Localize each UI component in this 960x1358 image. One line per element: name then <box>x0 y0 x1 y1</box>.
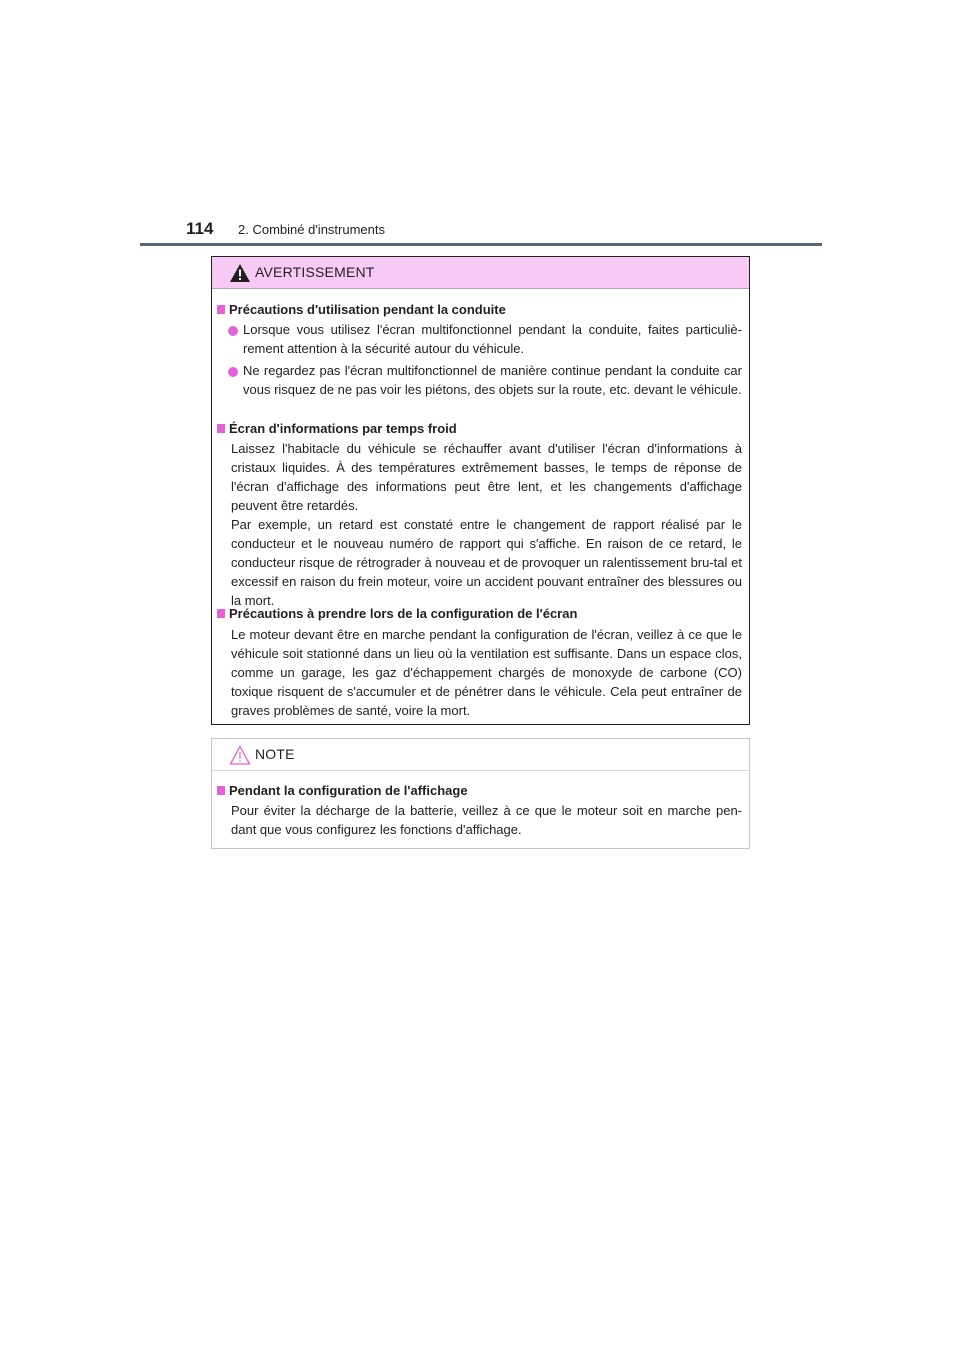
caution-triangle-outline-icon <box>229 745 251 765</box>
section-heading-text: Écran d'informations par temps froid <box>229 421 457 436</box>
paragraph: Laissez l'habitacle du véhicule se réchauffer avant d'utiliser l'écran d'informations à cristaux liquides. À des températures extrêmement basses, le temps de réponse de l'écran d'affichage des informations peut être lent, et les changements d'affichage peuvent être retardés. <box>231 441 742 513</box>
note-title: NOTE <box>255 746 295 762</box>
section-heading <box>217 783 468 798</box>
bullet-text: Lorsque vous utilisez l'écran multifonctionnel pendant la conduite, faites particuliè-rement attention à la sécurité autour du véhicule. <box>243 322 742 356</box>
section-heading <box>217 421 457 436</box>
square-bullet-icon <box>217 786 225 795</box>
paragraph: Pour éviter la décharge de la batterie, veillez à ce que le moteur soit en marche pen-dant que vous configurez les fonctions d'affichage. <box>231 803 742 837</box>
warning-box <box>211 256 750 725</box>
section-title: 2. Combiné d'instruments <box>238 222 385 237</box>
page-number: 114 <box>186 219 214 238</box>
section-heading-text: Pendant la configuration de l'affichage <box>229 783 468 798</box>
warning-triangle-icon <box>229 263 251 283</box>
note-box-header <box>212 739 749 771</box>
section-heading-text: Précautions d'utilisation pendant la conduite <box>229 302 506 317</box>
note-box <box>211 738 750 849</box>
paragraph: Par exemple, un retard est constaté entre le changement de rapport réalisé par le conducteur et le nouveau numéro de rapport qui s'affiche. En raison de ce retard, le conducteur risque de rétrograder à nouveau et de provoquer un ralentissement bru-tal et excessif en raison du frein moteur, voire un accident pouvant entraîner des blessures ou la mort. <box>231 517 742 608</box>
round-bullet-icon <box>228 326 238 336</box>
paragraph: Le moteur devant être en marche pendant la configuration de l'écran, veillez à ce que le véhicule soit stationné dans un lieu où la ventilation est suffisante. Dans un espace clos, comme un garage, les gaz d'échappement chargés de monoxyde de carbone (CO) toxique risquent de s'accumuler et de pénétrer dans le véhicule. Cela peut entraîner de graves problèmes de santé, voire la mort. <box>231 627 742 718</box>
section-heading <box>217 606 577 621</box>
square-bullet-icon <box>217 609 225 618</box>
round-bullet-icon <box>228 367 238 377</box>
section-heading <box>217 302 506 317</box>
square-bullet-icon <box>217 305 225 314</box>
header-rule <box>140 243 822 246</box>
section-heading-text: Précautions à prendre lors de la configuration de l'écran <box>229 606 578 621</box>
bullet-text: Ne regardez pas l'écran multifonctionnel de manière continue pendant la conduite car vous risquez de ne pas voir les piétons, des objets sur la route, etc. devant le véhicule. <box>243 363 742 397</box>
square-bullet-icon <box>217 424 225 433</box>
warning-title: AVERTISSEMENT <box>255 264 375 280</box>
warning-box-header <box>212 257 749 289</box>
